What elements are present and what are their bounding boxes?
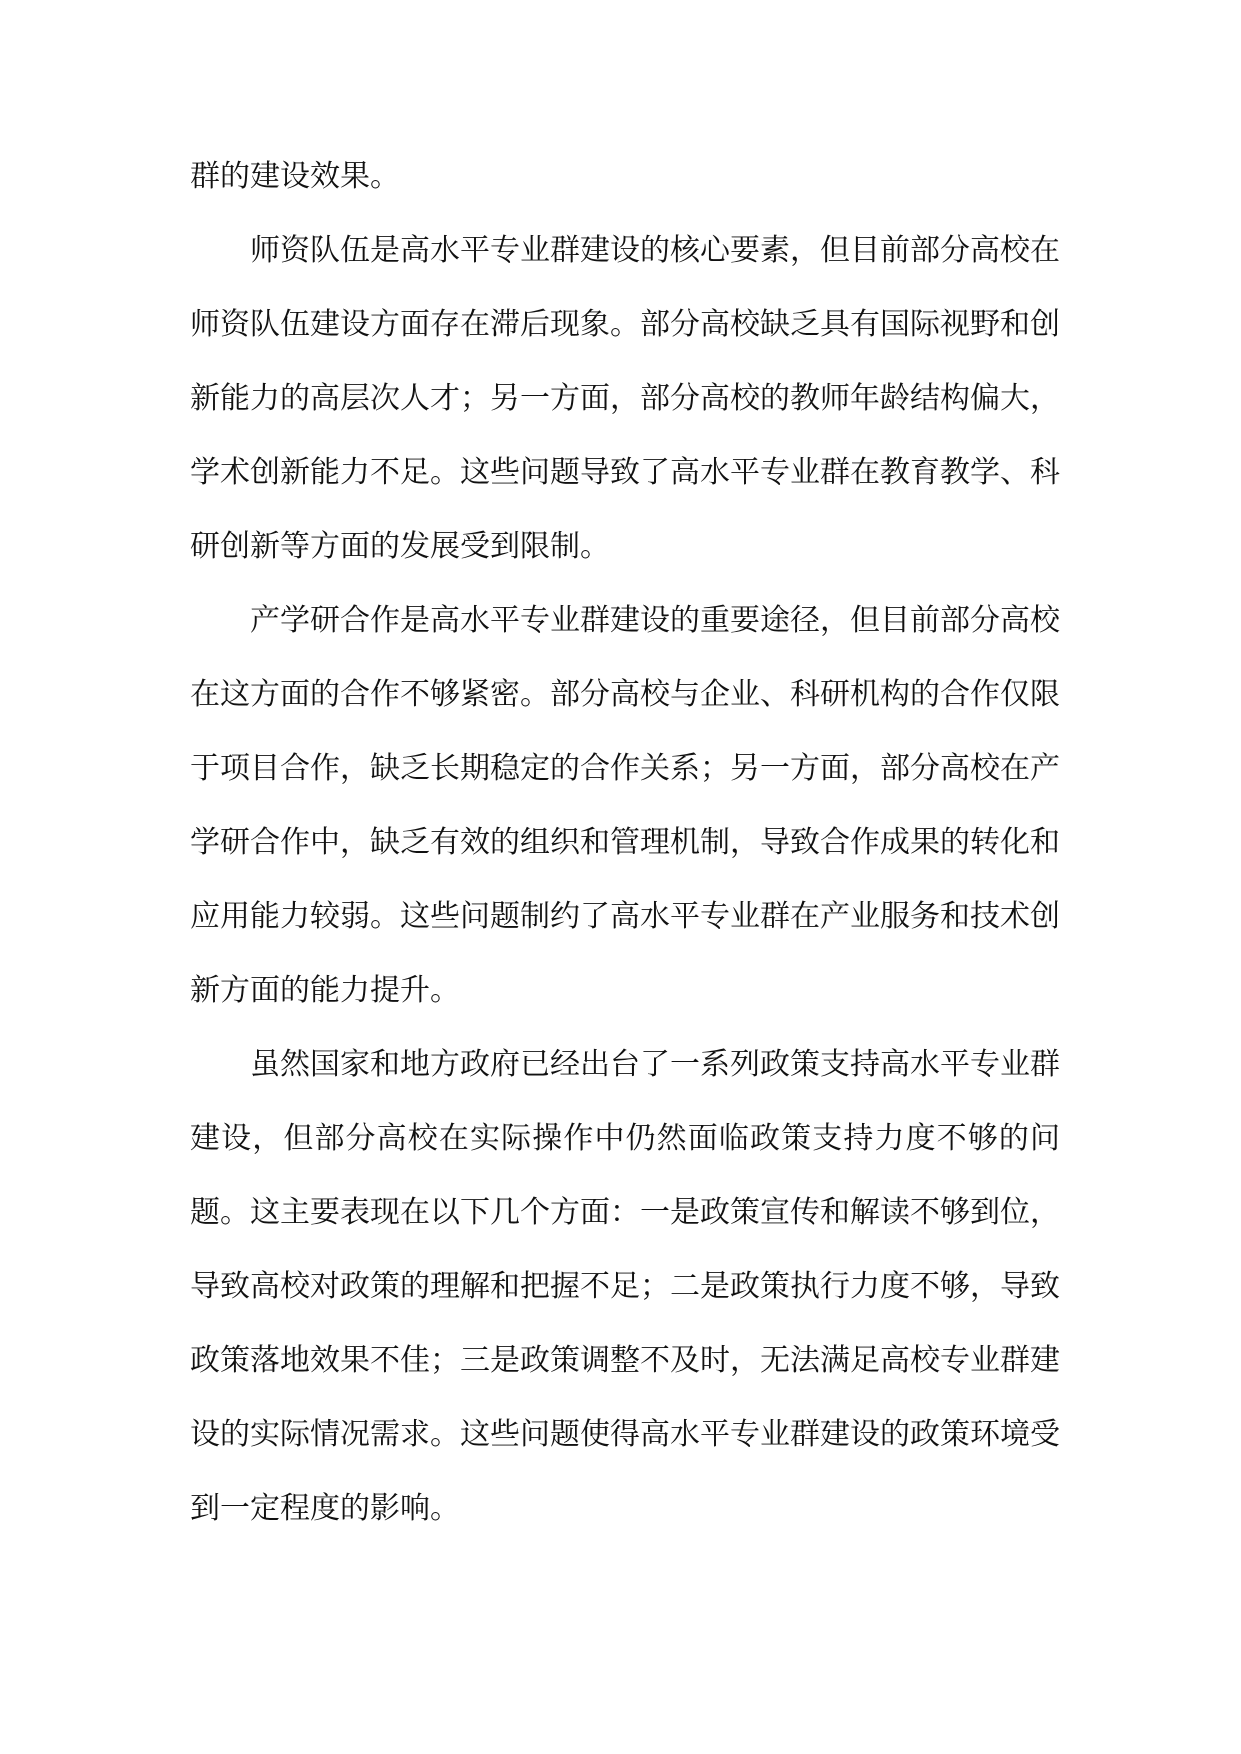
paragraph-faculty: 师资队伍是高水平专业群建设的核心要素，但目前部分高校在师资队伍建设方面存在滞后现象。部分高校缺乏具有国际视野和创新能力的高层次人才；另一方面，部分高校的教师年龄结构偏大，学术创新能力不足。这些问题导致了高水平专业群在教育教学、科研创新等方面的发展受到限制。	[190, 233, 1060, 564]
paragraph-industry-cooperation: 产学研合作是高水平专业群建设的重要途径，但目前部分高校在这方面的合作不够紧密。部分高校与企业、科研机构的合作仅限于项目合作，缺乏长期稳定的合作关系；另一方面，部分高校在产学研合作中，缺乏有效的组织和管理机制，导致合作成果的转化和应用能力较弱。这些问题制约了高水平专业群在产业服务和技术创新方面的能力提升。	[190, 603, 1060, 1008]
paragraph-policy-support: 虽然国家和地方政府已经出台了一系列政策支持高水平专业群建设，但部分高校在实际操作中仍然面临政策支持力度不够的问题。这主要表现在以下几个方面：一是政策宣传和解读不够到位，导致高校对政策的理解和把握不足；二是政策执行力度不够，导致政策落地效果不佳；三是政策调整不及时，无法满足高校专业群建设的实际情况需求。这些问题使得高水平专业群建设的政策环境受到一定程度的影响。	[190, 1047, 1060, 1526]
paragraph-continuation: 群的建设效果。	[190, 159, 400, 194]
document-body	[190, 140, 1060, 1546]
